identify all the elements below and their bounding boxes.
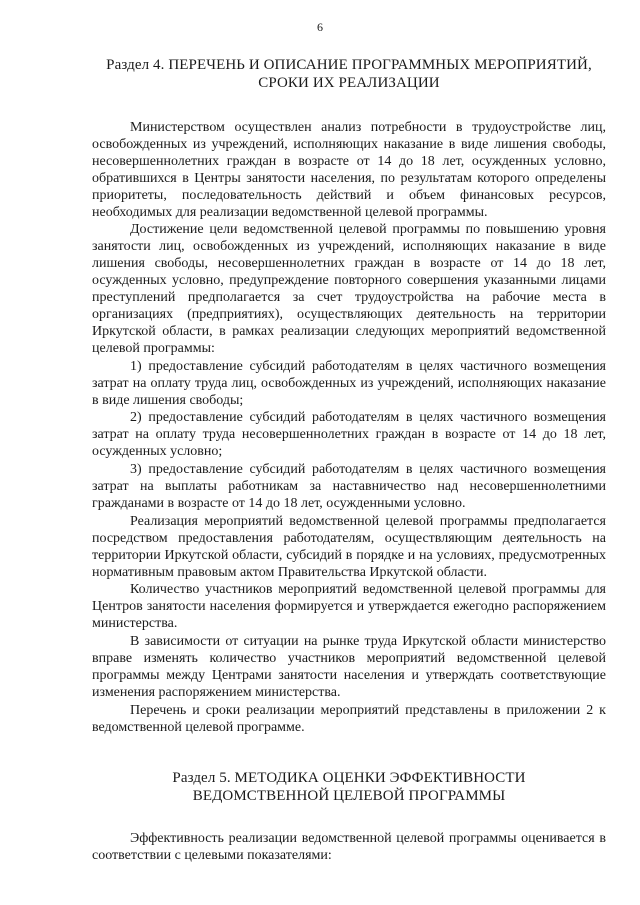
section-4-title-line-2: СРОКИ ИХ РЕАЛИЗАЦИИ [258,75,440,91]
section-4-heading [92,0,606,92]
paragraph-market-situation: В зависимости от ситуации на рынке труда Иркутской области министерство вправе изменять количество участников мероприятий ведомственной целевой программы между Центрами занятости населения и утверждать соответствующие изменения распоряжением министерства. [92,634,606,700]
paragraph-efficiency: Эффективность реализации ведомственной целевой программы оценивается в соответствии с целевыми показателями: [92,830,606,863]
section-4-body [92,120,606,737]
section-5-title-line-2: ВЕДОМСТВЕННОЙ ЦЕЛЕВОЙ ПРОГРАММЫ [192,787,506,804]
paragraph-goal: Достижение цели ведомственной целевой программы по повышению уровня занятости лиц, освобожденных из учреждений, исполняющих наказание в виде лишения свободы, несовершеннолетних граждан в возрасте от 14 до 18 лет, осужденных условно, предупреждение повторного совершения указанными лицами преступлений предполагается за счет трудоустройства на рабочие места в организациях (предприятиях), осуществляющих деятельность на территории Иркутской области, в рамках реализации следующих мероприятий ведомственной целевой программы: [92,222,606,356]
list-item-2: 2) предоставление субсидий работодателям в целях частичного возмещения затрат на оплату труда несовершеннолетних граждан в возрасте от 14 до 18 лет, осужденных условно; [92,410,606,460]
page-number: 6 [317,20,323,34]
section-5-heading [92,769,606,805]
paragraph-participants: Количество участников мероприятий ведомственной целевой программы для Центров занятости населения формируется и утверждается ежегодно распоряжением министерства. [92,582,606,632]
list-item-3: 3) предоставление субсидий работодателям в целях частичного возмещения затрат на выплаты работникам за наставничество над несовершеннолетними гражданами в возрасте от 14 до 18 лет, осужденными условно. [92,462,606,511]
section-5-title-line-1: Раздел 5. МЕТОДИКА ОЦЕНКИ ЭФФЕКТИВНОСТИ [172,769,526,786]
paragraph-implementation: Реализация мероприятий ведомственной целевой программы предполагается посредством предоставления работодателям, осуществляющим деятельность на территории Иркутской области, субсидий в порядке и на условиях, предусмотренных нормативным правовым актом Правительства Иркутской области. [92,513,606,580]
paragraph-analysis: Министерством осуществлен анализ потребности в трудоустройстве лиц, освобожденных из учреждений, исполняющих наказание в виде лишения свободы, несовершеннолетних граждан в возрасте от 14 до 18 лет, осужденных условно, обратившихся в Центры занятости населения, по результатам которого определены приоритеты, последовательность действий и объем финансовых ресурсов, необходимых для реализации ведомственной целевой программы. [92,120,606,220]
list-item-1: 1) предоставление субсидий работодателям в целях частичного возмещения затрат на оплату труда лиц, освобожденных из учреждений, исполняющих наказание в виде лишения свободы; [92,358,606,408]
paragraph-appendix-reference: Перечень и сроки реализации мероприятий представлены в приложении 2 к ведомственной целевой программе. [92,702,606,735]
section-4-title-line-1: Раздел 4. ПЕРЕЧЕНЬ И ОПИСАНИЕ ПРОГРАММНЫХ МЕРОПРИЯТИЙ, [106,57,592,73]
